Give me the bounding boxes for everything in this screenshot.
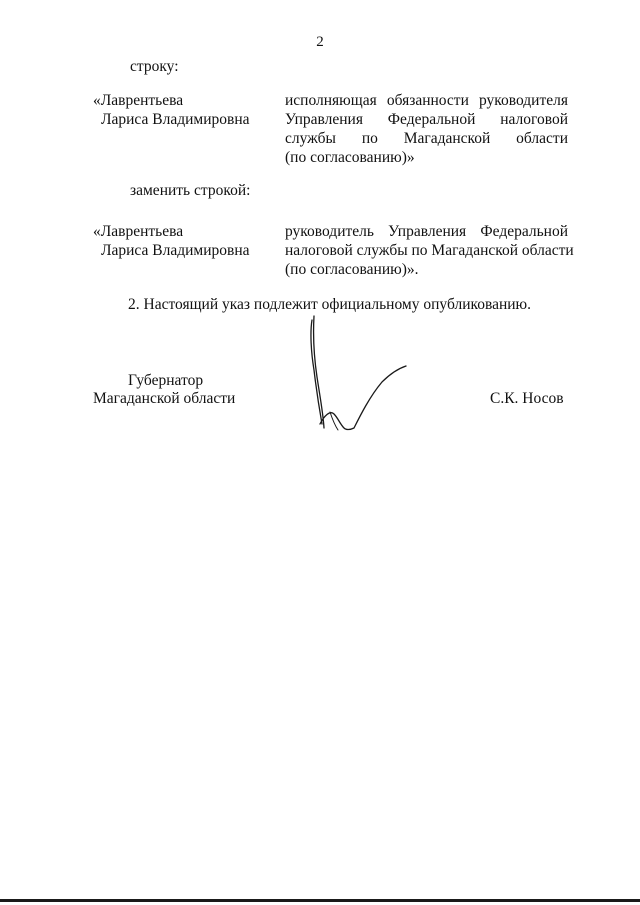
old-entry-position-line-4: (по согласованию)» — [285, 149, 415, 166]
replace-text: заменить строкой: — [130, 182, 251, 199]
clause-2: 2. Настоящий указ подлежит официальному опубликованию. — [128, 296, 532, 313]
old-entry-position-line-2: Управления Федеральной налоговой — [285, 111, 568, 128]
old-entry-surname: «Лаврентьева — [93, 92, 184, 109]
handwritten-signature — [300, 312, 420, 442]
old-entry-name: Лариса Владимировна — [101, 111, 250, 128]
new-entry-name: Лариса Владимировна — [101, 242, 250, 259]
bottom-border — [0, 899, 640, 902]
old-entry-position-line-1: исполняющая обязанности руководителя — [285, 92, 568, 109]
new-entry-position-line-2: налоговой службы по Магаданской области — [285, 242, 574, 259]
governor-title: Губернатор — [128, 372, 204, 389]
intro-text: строку: — [130, 58, 179, 75]
new-entry-position-line-1: руководитель Управления Федеральной — [285, 223, 568, 240]
old-entry-position-line-3: службы по Магаданской области — [285, 130, 568, 147]
new-entry-position-line-3: (по согласованию)». — [285, 261, 419, 278]
governor-name: С.К. Носов — [490, 390, 564, 407]
governor-region: Магаданской области — [93, 390, 236, 407]
new-entry-surname: «Лаврентьева — [93, 223, 184, 240]
page-number: 2 — [316, 34, 324, 50]
